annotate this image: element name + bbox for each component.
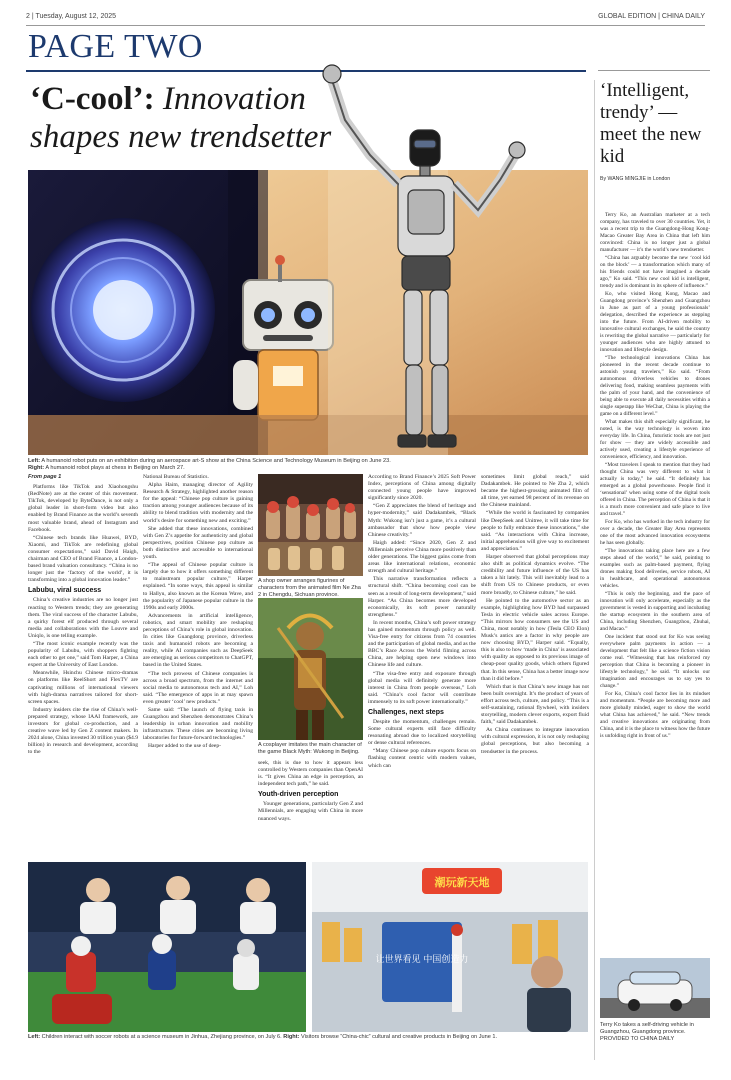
china-chic-shop-photo xyxy=(312,862,588,1032)
soccer-robots-photo xyxy=(28,862,306,1032)
article-column-3 xyxy=(258,760,363,824)
paragraph: “Chinese tech brands like Huawei, BYD, Xiaomi, and TikTok are redefining global consumer expectations,” said David Haigh, chairman and CEO of Brand Finance, a London-based brand valuation consultancy. “China is no longer just the ‘factory of the world’, it is transforming into a global innovation leader.” xyxy=(28,534,138,584)
bottom-photos-caption xyxy=(28,1034,588,1041)
article-column-1 xyxy=(28,474,138,757)
hero-caption-right-label: Right: xyxy=(28,465,45,471)
china-chic-shop-illustration xyxy=(312,862,588,1032)
paragraph: In recent months, China’s soft power strategy has gained momentum through policy as well. Visa-free entry for citizens from 74 countries and the participation of global media, and as the BBC’s Race Across the World filming across China, are helping open new windows into Chinese life and culture. xyxy=(368,619,476,669)
cosplayer-caption: A cosplayer imitates the main character of the game Black Myth: Wukong in Beijing. xyxy=(258,742,362,755)
paragraph: He pointed to the automotive sector as an example, highlighting how BYD had surpassed Tesla in electric vehicle sales across Europe. “This mirrors how consumers see the US and China, most notably in how (Tesla CEO Elon) Musk’s antics are a factor in why people are now choosing BYD,” Harper said. “Equally, this is also to how ‘made in China’ is associated with quality as opposed to its previous image of cheap-poor quality goods, which others figured that. In this sense, China has a better image now than it did before.” xyxy=(481,597,589,682)
sidebar-story xyxy=(600,80,710,182)
hero-caption-left-label: Left: xyxy=(28,458,41,464)
article-column-4 xyxy=(368,474,476,771)
paragraph: “The visa-free entry and exposure through global media will definitely generate more interest in China from people overseas,” Loh said. “China’s cool factor will contribute immensely to its soft power internationally.” xyxy=(368,670,476,705)
paragraph: Same said: “The launch of flying taxis in Guangzhou and Shenzhen demonstrates China’s leadership in urban innovation and mobility infrastructure. These cities are becoming living laboratories for future-forward technologies.” xyxy=(143,707,253,742)
paragraph: “While the world is fascinated by companies like DeepSeek and Unitree, it will take time for people to fully embrace these innovations,” she said. “As interactions with China increase, initial apprehension will give way to excitement and appreciation.” xyxy=(481,510,589,552)
paragraph: Haigh added: “Since 2020, Gen Z and Millennials perceive China more positively than older generations. The biggest gains come from areas like international relations, economic strength and cultural heritage.” xyxy=(368,539,476,575)
article-column-2 xyxy=(143,474,253,752)
small-robot xyxy=(233,255,333,420)
subheading: Challenges, next steps xyxy=(368,709,444,716)
paragraph: One incident that stood out for Ko was seeing everywhere palm payments in action — a development that felt like a science fiction vision come real. “Witnessing that has reinforced my perception that China is becoming a pioneer in lifestyle technology,” he said. “It unlocks our imagination and encourages us to say yes to change.” xyxy=(600,634,710,689)
sidebar-body xyxy=(600,212,710,741)
hero-caption-right-text: A humanoid robot plays at chess in Beijing on March 27. xyxy=(44,465,185,471)
paragraph: Harper added to the use of deep- xyxy=(148,743,221,750)
paragraph: Ko, who visited Hong Kong, Macao and Guangdong province’s Shenzhen and Guangzhou in June as part of a young professionals’ delegation, described the experience as stepping into the future. From AI-driven mobility to innovative cultural exchanges, he said the country is rewriting the global narrative — particularly for younger audiences who are highly attuned to innovation and lifestyle design. xyxy=(600,291,710,353)
bottom-caption-right-text: Visitors browse “China-chic” cultural and creative products in Beijing on June 1. xyxy=(299,1034,498,1040)
bottom-caption-left-text: Children interact with soccer robots at a science museum in Jinhua, Zhejiang province, on July 6. xyxy=(40,1034,282,1040)
shop-banner-text: 潮玩新天地 xyxy=(434,876,490,889)
paragraph: Harper observed that global perceptions may also shift as political dynamics evolve. “The credibility and future influence of the US has taken a hit lately. This will inevitably lead to a shift from US to Chinese products, or even more broadly, to Chinese culture,” he said. xyxy=(481,554,589,596)
paragraph: Platforms like TikTok and Xiaohongshu (RedNote) are at the center of this movement. TikTok, developed by ByteDance, is not only a global leader in short-form video but also enabled by Brand Finance as the world’s seventh most valuable brand, ahead of Instagram and Facebook. xyxy=(28,484,138,533)
bottom-caption-right-label: Right: xyxy=(283,1034,300,1040)
paragraph: Younger generations, particularly Gen Z and Millennials, are engaging with China in more nuanced ways. xyxy=(258,801,363,822)
self-driving-vehicle-photo xyxy=(600,958,710,1018)
paragraph: Advancements in artificial intelligence, robotics, and smart mobility are reshaping perceptions of China’s role in global innovation. In cities like Guangdong province, driverless taxis and humanoid robots are becoming a reality, while AI companies such as DeepSeek are emerging as serious competitors to ChatGPT, based in the United States. xyxy=(143,612,253,669)
page-title: PAGE TWO xyxy=(28,28,203,65)
paragraph: sometimes limit global reach,” said Dadakambek. He pointed to Ne Zha 2, which became the highest-grossing animated film of all time, yet earned 98 percent of its revenue on the Chinese mainland. xyxy=(481,474,589,509)
sidebar-headline: ‘Intelligent, trendy’ — meet the new kid xyxy=(600,80,702,167)
continued-from: From page 1 xyxy=(28,474,62,480)
paragraph: National Bureau of Statistics. xyxy=(143,474,209,480)
headline-accent: ‘C-cool’: xyxy=(30,81,155,117)
folio-rule xyxy=(26,25,705,26)
paragraph: “Gen Z appreciates the blend of heritage and hyper-modernity,” said Dadakambek, “Black Myth: Wukong isn’t just a game, it’s a cultural ambassador that show how people view Chinese creativity.” xyxy=(368,503,476,538)
paragraph: For Ko, who has worked in the tech industry for over a decade, the Greater Bay Area represents one of the most advanced innovation ecosystems he has seen globally. xyxy=(600,519,710,546)
paragraph: This narrative transformation reflects a structural shift. “China becoming cool can be seen as a result of long-term development,” said Harper. “As China becomes more developed economically, its soft power naturally strengthens.” xyxy=(368,576,476,618)
paragraph: “The innovations taking place here are a few steps ahead of the world,” he said, pointing to examples such as palm-based payment, flying drones making food deliveries, service robots, AI in healthcare, and operational autonomous vehicles. xyxy=(600,548,710,589)
column-divider xyxy=(594,80,595,1060)
paragraph: “Most travelers I speak to mention that they had thought China was very different to what it actually is today,” he said. “It definitely has emerged as a global powerhouse. People find it ‘sensational’ when using some of the digital tools offered in China. The perception of China is that it is a much more convenient and safe place to live and travel.” xyxy=(600,462,710,517)
paragraph: For Ko, China’s cool factor lies in its mindset and momentum. “People are becoming more and more globally minded, eager to show the world what China has achieved,” he said. “New trends and creative innovations are originating from China, and it is the place to witness how the future is unfolding right in front of us.” xyxy=(600,691,710,739)
paragraph: seek, this is due to how it appears less controlled by Western companies than OpenAI is. “It gives China an edge in perception, an independent tech path,” he said. xyxy=(258,760,363,788)
hero-caption-left-text: A humanoid robot puts on an exhibition during an aerospace art-S show at the China Science and Technology Museum in Beijing on June 23. xyxy=(40,458,391,464)
cosplayer-photo-illustration xyxy=(258,598,363,740)
paragraph: Industry insiders cite the rise of China’s well-prepared strategy, whose IAAI framework, are investors for global co-production, and a creative wave led by Gen Z content makers. In 2024 alone, China invested 30 trillion yuan ($4.9 billion) in research and development, according to the xyxy=(28,706,138,756)
cosplayer-photo xyxy=(258,598,363,740)
headline-rest: Innovation shapes new trendsetter xyxy=(30,81,332,155)
article-column-5 xyxy=(481,474,589,757)
paragraph: China’s creative industries are no longer just reacting to Western trends; they are generating them. The viral success of the character Labubu, a quirky forest elf produced through several media and collaborations with the Louvre and Uniqlo, is one telling example. xyxy=(28,597,138,639)
folio-masthead: GLOBAL EDITION | CHINA DAILY xyxy=(598,13,705,20)
hero-photo-illustration xyxy=(28,170,588,455)
figurines-caption: A shop owner arranges figurines of characters from the animated film Ne Zha 2 in Chengdu, Sichuan province. xyxy=(258,578,361,598)
page-folio xyxy=(26,10,705,26)
hero-photo xyxy=(28,170,588,455)
bottom-caption-left-label: Left: xyxy=(28,1034,41,1040)
figurines-photo-illustration xyxy=(258,474,363,576)
paragraph: What makes this shift especially significant, he noted, is the way technology is woven into everyday life. In China, futuristic tools are not just for show — they are widely accessible and actively used, creating a lifestyle experience of convenience, efficiency, and innovation. xyxy=(600,419,710,460)
paragraph: “The appeal of Chinese popular culture is largely due to how it offers something different to mainstream popular culture,” Harper explained. “In some ways, this appeal is similar to Hallyu, also known as the Korean Wave, and the popularity of Japanese popular culture in the 1990s and early 2000s. xyxy=(143,562,253,611)
sidebar-rule xyxy=(598,70,710,71)
self-driving-vehicle-illustration xyxy=(600,958,710,1018)
self-driving-vehicle-caption: Terry Ko takes a self-driving vehicle in Guangzhou, Guangdong province. PROVIDED TO CHINA DAILY xyxy=(600,1022,694,1042)
paragraph: She added that these innovations, combined with Gen Z’s appetite for authenticity and global perspectives, position Chinese pop culture as both distinctive and accessible to international youth. xyxy=(143,525,253,561)
paragraph: Which that is that China’s new image has not been built overnight. It’s the product of years of effort across tech, culture, and policy. “This is a self-sustaining, rational flywheel, with insiders storytelling, modern clever exports, export fluid faith,” said Dadakambek. xyxy=(481,683,589,726)
paragraph: “China has arguably become the new ‘cool kid on the block’ — a transformation which many of his friends could not have imagined a decade ago,” Ko said. “This new cool kid is intelligent, trendy and is dominant in its sphere of influence.” xyxy=(600,255,710,289)
paragraph: According to Brand Finance’s 2025 Soft Power Index, perceptions of China among digitally connected young people have improved significantly since 2020. xyxy=(368,474,476,502)
paragraph: “This is only the beginning, and the pace of innovation will only accelerate, especially as the government is vested in supporting and incubating the startup ecosystem in the southern area of China, including Shenzhen, Guangzhou, Zhuhai, and Macao.” xyxy=(600,591,710,632)
hero-photo-caption xyxy=(28,458,588,472)
paragraph: Terry Ko, an Australian marketer at a tech company, has traveled to over 30 countries. Yet, it was a recent trip to the Guangdong-Hong Kong-Macao Greater Bay Area in China that left him convinced: China is no longer just a global manufacturer — it’s the world’s new trendsetter. xyxy=(600,212,710,253)
sidebar-byline: By WANG MINGJIE in London xyxy=(600,176,671,182)
soccer-robots-illustration xyxy=(28,862,306,1032)
paragraph: Despite the momentum, challenges remain. Some cultural experts still face difficulty resonating abroad due to localized storytelling or dense cultural references. xyxy=(368,719,476,747)
paragraph: “The technological innovations China has pioneered in the recent decade continue to astonish young travelers,” Ko said. “From autonomous driverless vehicles to drones delivering food, making seamless payments with the palm of your hand, and the convenience of being able to execute all daily necessities within a single superapp like WeChat, China is playing the game on a different level.” xyxy=(600,355,710,417)
paragraph: Meanwhile, Hsinchu Chinese micro-dramas on platforms like ReelShort and FlexTV are captivating millions of international viewers with high-drama narratives tailored for short-screen spaces. xyxy=(28,670,138,705)
paragraph: Alpha Haim, managing director of Agility Research & Strategy, highlighted another reason for the appeal: “Chinese pop culture is gaining traction among younger audiences because of its ability to blend tradition with modernity and the world’s desire for something new and exciting.” xyxy=(143,482,253,524)
paragraph: “Many Chinese pop culture exports focus on flashing content centric with modern values, which can xyxy=(368,748,476,769)
paragraph: As China continues to integrate innovation with cultural expression, it is not only reshaping global perceptions, but also becoming a trendsetter in the process. xyxy=(481,727,589,755)
subheading: Youth-driven perception xyxy=(258,791,339,799)
folio-date: 2 | Tuesday, August 12, 2025 xyxy=(26,13,117,20)
subheading: Labubu, viral success xyxy=(28,587,102,595)
main-headline xyxy=(30,80,370,156)
paragraph: “The tech prowess of Chinese companies is across a broad spectrum, from the internet and social media to autonomous tech and AI,” Loh said. “The emergence of apps in at may spawn even greater ‘cool’ new products.” xyxy=(143,670,253,705)
paragraph: “The most iconic example recently was the popularity of Labubu, with shoppers fighting each other to get one,” said Tom Harper, a China expert at the University of East London. xyxy=(28,640,138,669)
shop-sign-text: 让世界看见 中国创造力 xyxy=(375,955,469,965)
figurines-photo xyxy=(258,474,363,576)
title-rule xyxy=(26,70,586,72)
